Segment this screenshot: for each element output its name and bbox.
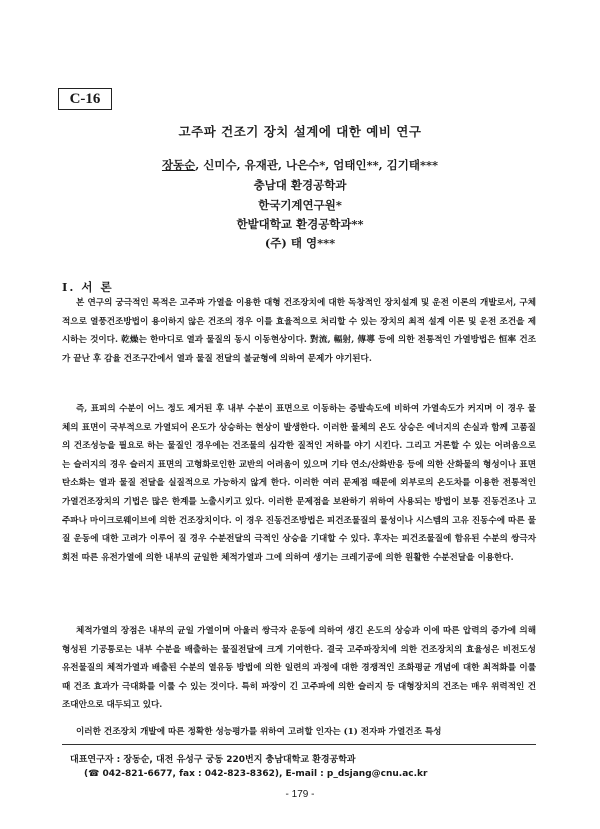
affiliation-3: 한밭대학교 환경공학과** xyxy=(236,217,364,231)
body-paragraph-1: 본 연구의 궁극적인 목적은 고주파 가열을 이용한 대형 건조장치에 대한 독창적인 장치설계 및 운전 이론의 개발로서, 구체적으로 열풍건조방법이 용이하지 않은 건조의 경우 이를 효율적으로 처리할 수 있는 장치의 최적 설계 이론 및 운전 조건을 제시하는 것이다. 乾燥는 한마디로 열과 물질의 동시 이동현상이다. 對流, 輻射, 傳導 등에 의한 전통적인 가열방법은 恒率 건조가 끝난 후 감율 건조구간에서 열과 물질 전달의 불균형에 의하여 문제가 야기된다. xyxy=(62,298,536,364)
page-number: - 179 - xyxy=(285,789,315,800)
co-authors: , 신미수, 유재관, 나은수*, 엄태인**, 김기태*** xyxy=(195,158,439,172)
affiliation-2: 한국기계연구원* xyxy=(258,198,342,212)
body-paragraph-3: 체적가열의 장점은 내부의 균일 가열이며 아울러 쌍극자 운동에 의하여 생긴 온도의 상승과 이에 따른 압력의 증가에 의해 형성된 기공통로는 내부 수분을 배출하는 물질전달에 크게 기여한다. 결국 고주파장치에 의한 건조장치의 효율성은 비전도성 유전물질의 체적가열과 배출된 수분의 열유동 방법에 의한 일련의 과정에 대한 경쟁적인 조화평균 개념에 대한 최적화를 이룰 때 건조 효과가 극대화를 이룰 수 있는 것이다. 특히 파장이 긴 고주파에 의한 슬러지 등 대형장치의 건조는 매우 위력적인 건조대안으로 대두되고 있다. xyxy=(62,626,536,711)
body-paragraph-2: 즉, 표피의 수분이 어느 정도 제거된 후 내부 수분이 표면으로 이동하는 증발속도에 비하여 가열속도가 커지며 이 경우 물체의 표면이 국부적으로 가열되어 온도가 상승하는 현상이 발생한다. 이러한 물체의 온도 상승은 에너지의 손실과 함께 고품질의 건조성능을 필요로 하는 물질인 경우에는 건조물의 심각한 질적인 저하를 야기 시킨다. 그리고 거론할 수 있는 어려움으로는 슬러지의 경우 슬러지 표면의 고형화로인한 교반의 어려움이 있으며 기타 연소/산화반응 등에 의한 산화물의 형성이나 표면탄소화는 열과 물질 전달을 실질적으로 가능하지 않게 한다. 이러한 여러 문제점 때문에 외부로의 온도차를 이용한 전통적인 가열건조장치의 기법은 많은 한계를 노출시키고 있다. 이러한 문제점을 보완하기 위하여 사용되는 방법이 보통 진동건조나 고주파나 마이크로웨이브에 의한 건조장치이다. 이 경우 진동건조방법은 피건조물질의 물성이나 시스템의 고유 진동수에 따른 물질 운동에 대한 고려가 이루어 질 경우 수분전달의 극적인 상승을 기대할 수 있다. 후자는 피건조물질에 함유된 수분의 쌍극자 회전 따른 유전가열에 의한 내부의 균일한 체적가열과 그에 의하여 생기는 크레기공에 의한 원활한 수분전달을 이용한다. xyxy=(62,404,536,563)
paper-title: 고주파 건조기 장치 설계에 대한 예비 연구 xyxy=(178,124,422,139)
footnote-divider xyxy=(62,744,536,745)
footnote-contact-phone-email: (☎ 042-821-6677, fax : 042-823-8362), E-mail : p_dsjang@cnu.ac.kr xyxy=(84,769,428,779)
affiliation-4: (주) 태 영*** xyxy=(264,236,336,250)
presenting-author: 장동순 xyxy=(161,158,196,172)
section-heading-introduction: I. 서 론 xyxy=(62,280,114,294)
body-paragraph-4: 이러한 건조장치 개발에 따른 정확한 성능평가를 위하여 고려할 인자는 (1) 전자파 가열건조 특성 xyxy=(76,727,442,737)
footnote-contact-address: 대표연구자 : 장동순, 대전 유성구 궁동 220번지 충남대학교 환경공학과 xyxy=(70,755,356,765)
affiliation-1: 충남대 환경공학과 xyxy=(253,178,347,192)
author-list xyxy=(0,157,600,173)
session-code-box: C-16 xyxy=(58,88,112,110)
